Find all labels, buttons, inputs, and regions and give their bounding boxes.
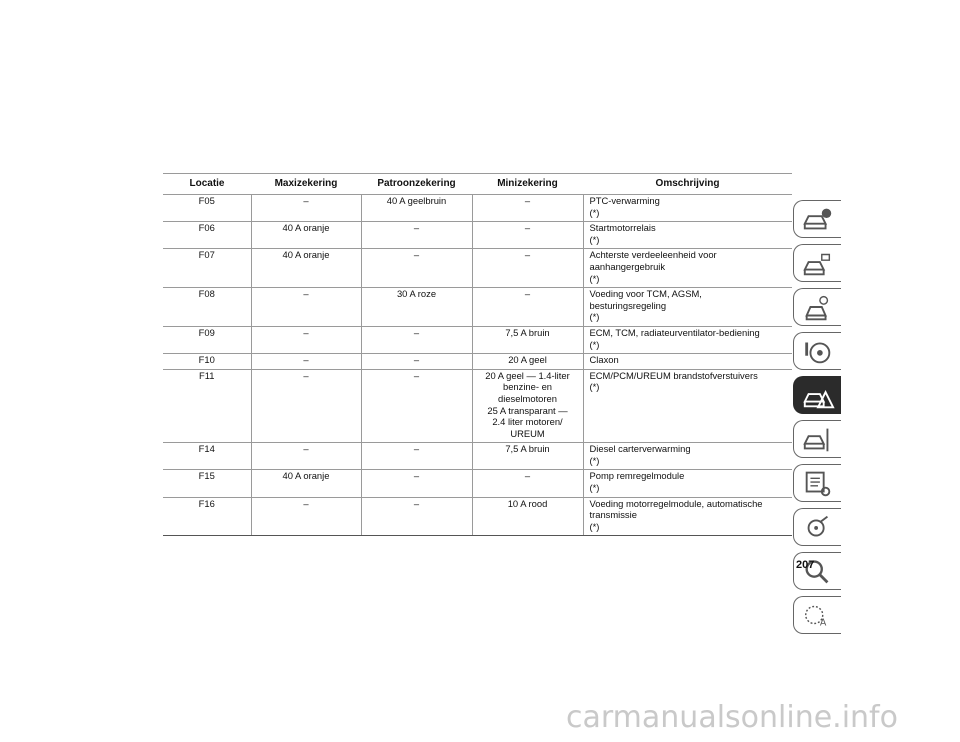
cell-patroonzekering: –	[361, 497, 472, 536]
steering-wheel-icon	[801, 336, 835, 366]
cell-locatie: F07	[163, 249, 251, 288]
header-patroonzekering: Patroonzekering	[361, 174, 472, 195]
header-minizekering: Minizekering	[472, 174, 583, 195]
cell-locatie: F16	[163, 497, 251, 536]
svg-text:A: A	[819, 617, 826, 629]
cell-omschrijving: Achterste verdeeleenheid voor aanhangergebruik (*)	[583, 249, 792, 288]
cell-minizekering: 7,5 A bruin	[472, 326, 583, 353]
cell-locatie: F06	[163, 222, 251, 249]
table-row	[163, 326, 792, 353]
cell-omschrijving: ECM, TCM, radiateurventilator-bediening (*)	[583, 326, 792, 353]
cell-omschrijving: Voeding motorregelmodule, automatische transmissie (*)	[583, 497, 792, 536]
cell-minizekering: –	[472, 470, 583, 497]
cell-minizekering: 20 A geel — 1.4-liter benzine- en dieselmotoren 25 A transparant — 2.4 liter motoren/ UREUM	[472, 369, 583, 443]
car-tools-icon	[801, 424, 835, 454]
chapter-tab-10[interactable]	[793, 596, 841, 634]
header-maxizekering: Maxizekering	[251, 174, 361, 195]
cell-patroonzekering: –	[361, 222, 472, 249]
chapter-tab-9[interactable]	[793, 552, 841, 590]
cell-patroonzekering: –	[361, 443, 472, 470]
watermark: carmanualsonline.info	[566, 700, 898, 735]
language-icon	[801, 600, 835, 630]
cell-omschrijving: Pomp remregelmodule (*)	[583, 470, 792, 497]
cell-locatie: F15	[163, 470, 251, 497]
page-number: 207	[796, 559, 815, 571]
cell-maxizekering: 40 A oranje	[251, 222, 361, 249]
cell-minizekering: –	[472, 249, 583, 288]
table-row	[163, 249, 792, 288]
car-signal-icon	[801, 248, 835, 278]
cell-patroonzekering: 30 A roze	[361, 288, 472, 327]
cell-omschrijving: PTC-verwarming (*)	[583, 195, 792, 222]
cell-maxizekering: –	[251, 369, 361, 443]
cell-patroonzekering: –	[361, 369, 472, 443]
chapter-tab-3[interactable]	[793, 288, 841, 326]
car-info-icon	[801, 204, 835, 234]
specs-gear-icon	[801, 468, 835, 498]
cell-locatie: F10	[163, 354, 251, 370]
chapter-tab-6[interactable]	[793, 420, 841, 458]
cell-maxizekering: –	[251, 195, 361, 222]
chapter-tab-4[interactable]	[793, 332, 841, 370]
cell-omschrijving: ECM/PCM/UREUM brandstofverstuivers (*)	[583, 369, 792, 443]
cell-maxizekering: 40 A oranje	[251, 470, 361, 497]
cell-patroonzekering: –	[361, 470, 472, 497]
cell-minizekering: 7,5 A bruin	[472, 443, 583, 470]
cell-minizekering: –	[472, 195, 583, 222]
cell-locatie: F11	[163, 369, 251, 443]
car-safety-icon	[801, 292, 835, 322]
cell-omschrijving: Voeding voor TCM, AGSM, besturingsregeling (*)	[583, 288, 792, 327]
cell-maxizekering: –	[251, 497, 361, 536]
table-row	[163, 443, 792, 470]
cell-minizekering: 10 A rood	[472, 497, 583, 536]
cell-patroonzekering: –	[361, 249, 472, 288]
cell-locatie: F08	[163, 288, 251, 327]
table-row	[163, 497, 792, 536]
car-emergency-icon	[801, 380, 835, 410]
cell-locatie: F14	[163, 443, 251, 470]
cell-omschrijving: Startmotorrelais (*)	[583, 222, 792, 249]
chapter-tab-8[interactable]	[793, 508, 841, 546]
chapter-tab-1[interactable]	[793, 200, 841, 238]
chapter-tabs	[793, 200, 841, 640]
cell-maxizekering: –	[251, 443, 361, 470]
header-locatie: Locatie	[163, 174, 251, 195]
multimedia-icon	[801, 512, 835, 542]
cell-maxizekering: –	[251, 326, 361, 353]
table-body	[163, 195, 792, 536]
chapter-tab-2[interactable]	[793, 244, 841, 282]
cell-minizekering: –	[472, 222, 583, 249]
cell-minizekering: –	[472, 288, 583, 327]
cell-locatie: F05	[163, 195, 251, 222]
table-row	[163, 288, 792, 327]
cell-omschrijving: Claxon	[583, 354, 792, 370]
cell-patroonzekering: –	[361, 354, 472, 370]
cell-maxizekering: –	[251, 354, 361, 370]
header-omschrijving: Omschrijving	[583, 174, 792, 195]
cell-patroonzekering: –	[361, 326, 472, 353]
table-row	[163, 369, 792, 443]
table-row	[163, 354, 792, 370]
cell-locatie: F09	[163, 326, 251, 353]
table-header-row	[163, 174, 792, 195]
table-row	[163, 470, 792, 497]
chapter-tab-7[interactable]	[793, 464, 841, 502]
cell-minizekering: 20 A geel	[472, 354, 583, 370]
table-row	[163, 195, 792, 222]
table-row	[163, 222, 792, 249]
cell-patroonzekering: 40 A geelbruin	[361, 195, 472, 222]
cell-maxizekering: –	[251, 288, 361, 327]
fuse-table	[163, 173, 792, 536]
cell-maxizekering: 40 A oranje	[251, 249, 361, 288]
cell-omschrijving: Diesel carterverwarming (*)	[583, 443, 792, 470]
chapter-tab-5[interactable]	[793, 376, 841, 414]
